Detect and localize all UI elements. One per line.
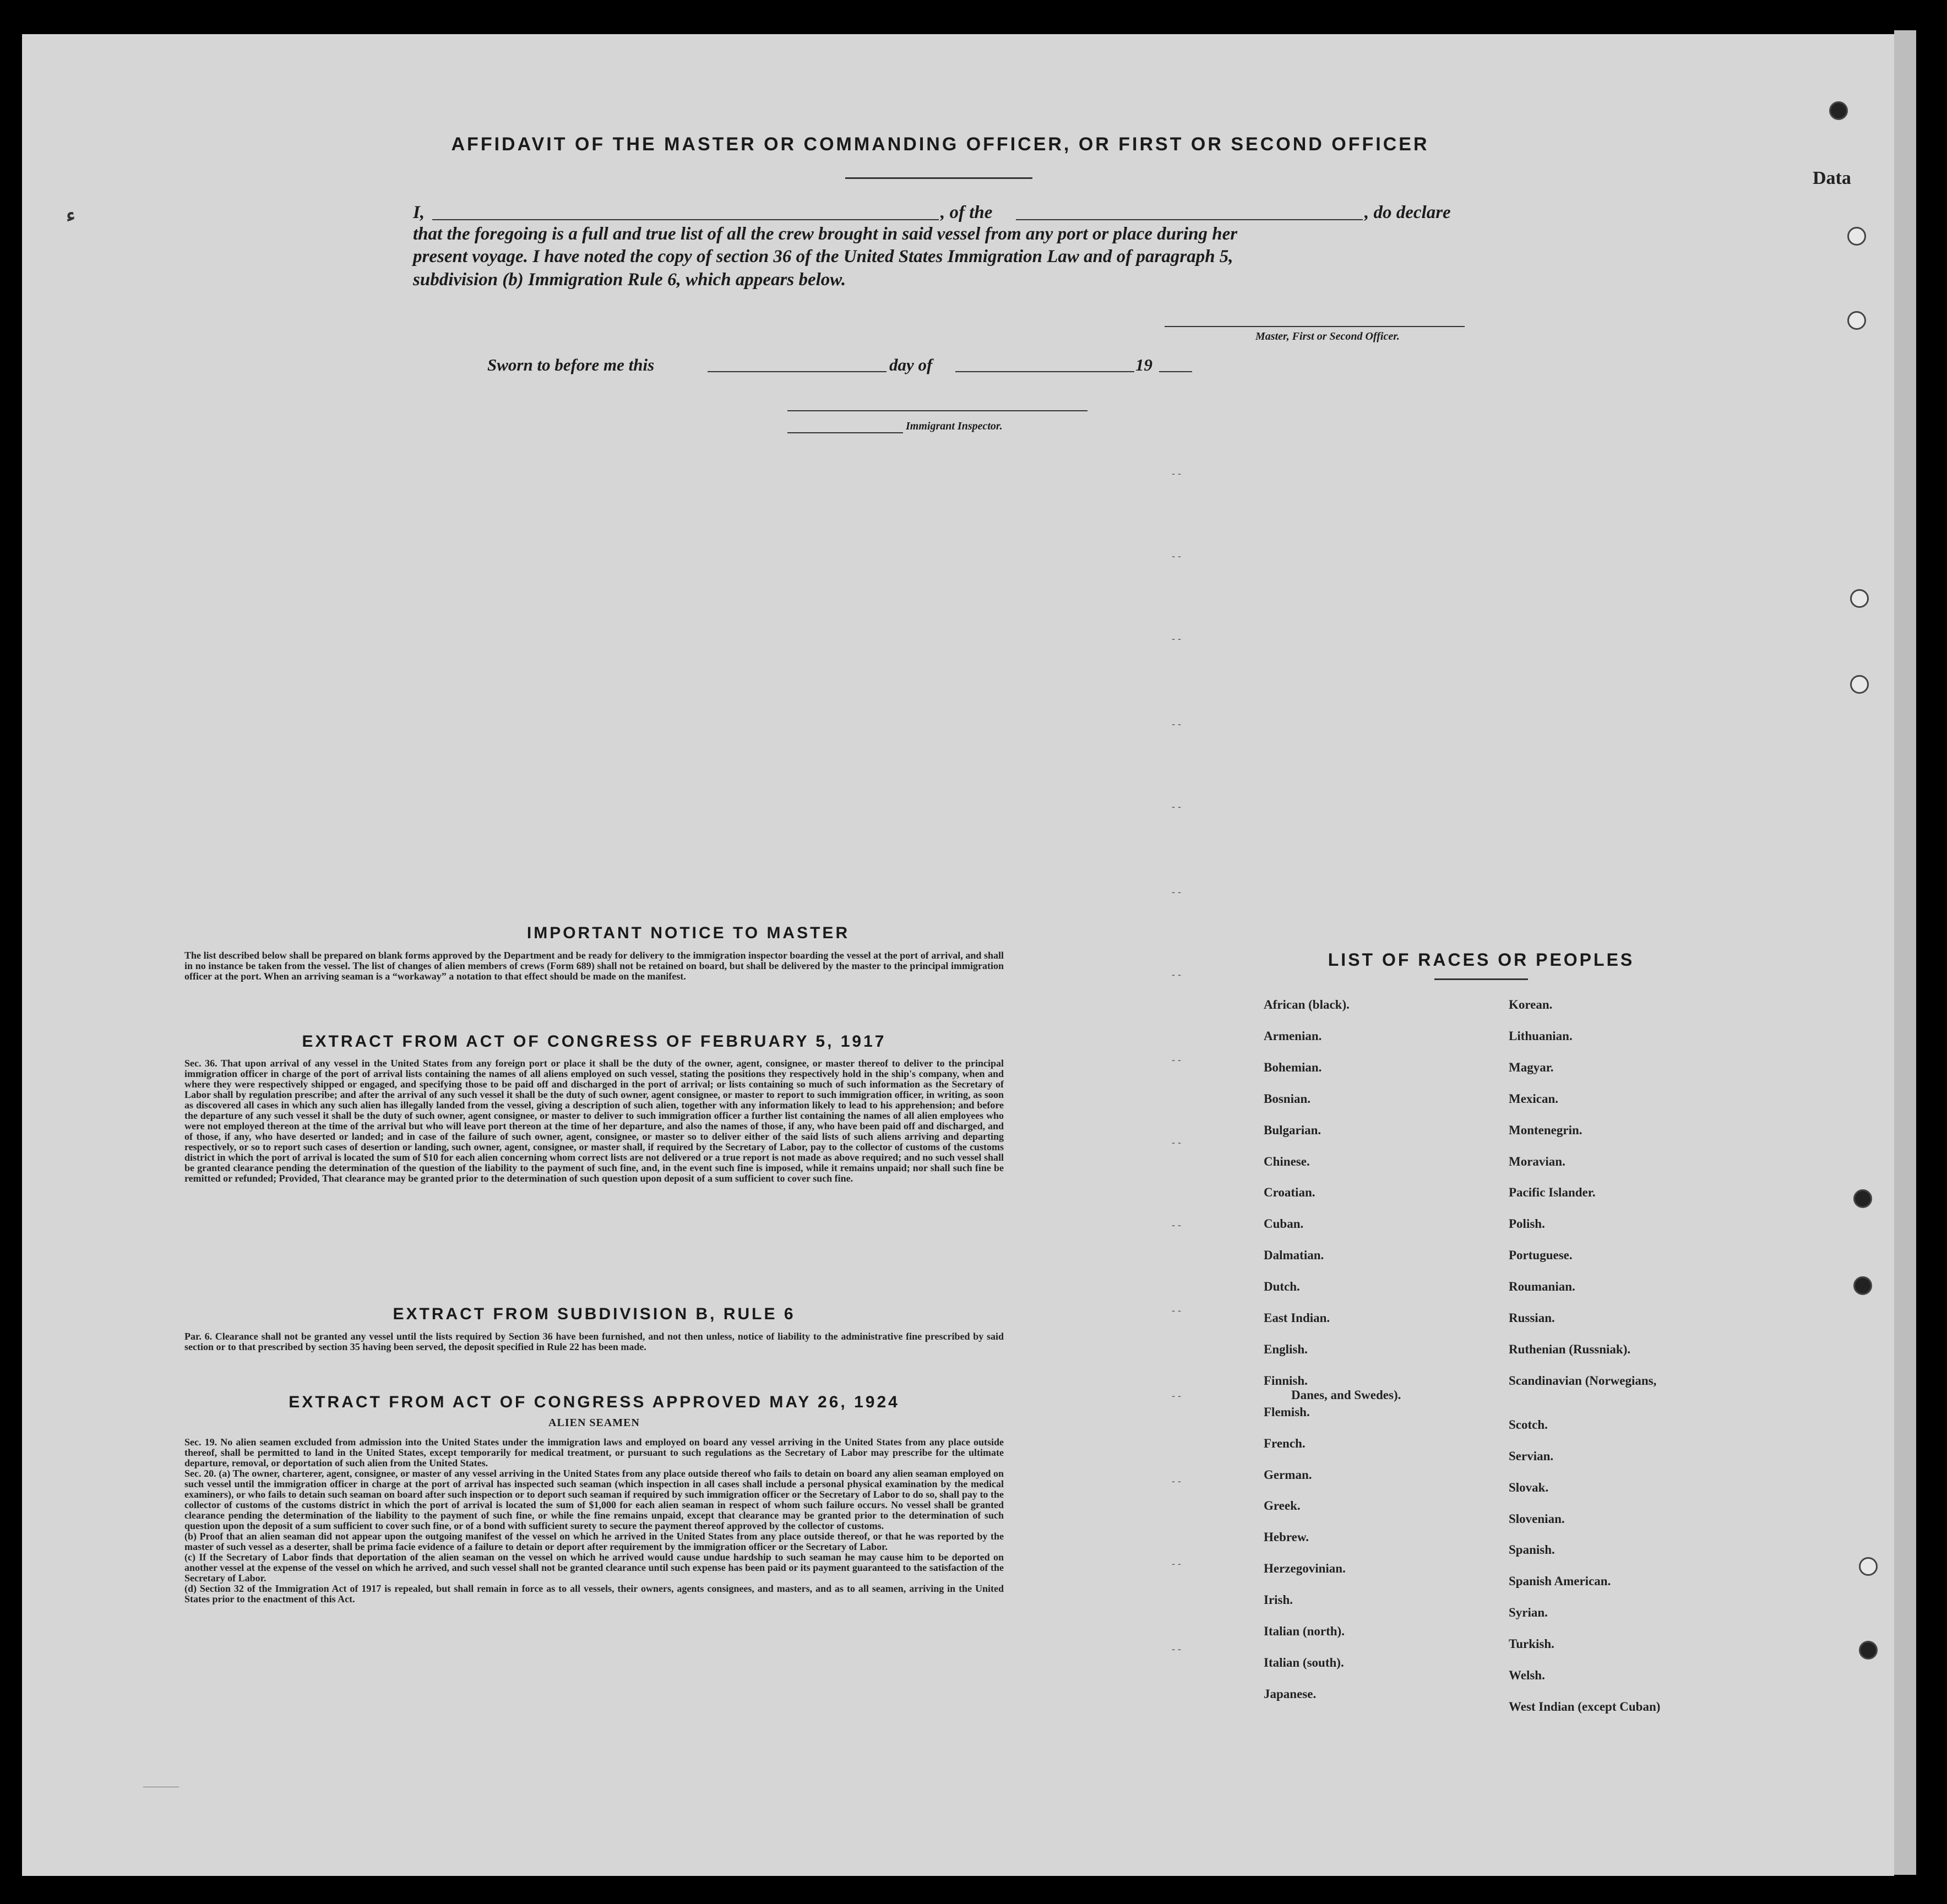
race-item: Greek. xyxy=(1264,1499,1301,1513)
race-item: Syrian. xyxy=(1509,1606,1548,1620)
extract-1924-title: EXTRACT FROM ACT OF CONGRESS APPROVED MAY 26, 1924 xyxy=(289,1393,900,1411)
race-item: Russian. xyxy=(1509,1311,1555,1325)
race-item: Ruthenian (Russniak). xyxy=(1509,1342,1631,1356)
binder-hole xyxy=(1853,1276,1872,1295)
race-item: Polish. xyxy=(1509,1217,1545,1231)
sec20d-text: (d) Section 32 of the Immigration Act of 1917 is repealed, but shall remain in force as to all vessels, their owners, agents consignees, and masters, and as to all seamen, arriving in the United States prior to the enactment of this Act. xyxy=(184,1583,1004,1604)
race-item: West Indian (except Cuban) xyxy=(1509,1699,1661,1713)
sec20b-text: (b) Proof that an alien seaman did not appear upon the outgoing manifest of the vessel on which he arrived in the United States from any place outside thereof, or that he was reported by the master of such vessel as a deserter, shall be prima facie evidence of a failure to detain or deport after requirement by the immigration officer or the Secretary of Labor. xyxy=(184,1531,1004,1552)
left-margin-mark: ﺀ xyxy=(66,204,75,226)
extract-1924-body xyxy=(184,1437,1004,1604)
race-item: Cuban. xyxy=(1264,1217,1304,1231)
sec19-text: Sec. 19. No alien seamen excluded from admission into the United States under the immigration laws and employed on board any vessel arriving in the United States from any place outside thereof, shall be permitted to land in the United States, except temporarily for medical treatment, or pursuant to such regulations as the Secretary of Labor may prescribe for the ultimate departure, removal, or deportation of such alien from the United States. xyxy=(184,1437,1004,1468)
race-item: Lithuanian. xyxy=(1509,1029,1573,1043)
affidavit-do-declare: , do declare xyxy=(1364,203,1451,222)
race-item: Spanish. xyxy=(1509,1543,1555,1557)
notice-body: The list described below shall be prepared on blank forms approved by the Department and be ready for delivery to the immigration inspector boarding the vessel at the port of arrival, and shall in no instance be taken from the vessel. The list of changes of alien members of crews (Form 689) shall not be retained on board, but shall be delivered by the master to the principal immigration officer at the port. When an arriving seaman is a “workaway” a notation to that effect should be made on the manifest. xyxy=(184,950,1004,982)
title-rule xyxy=(845,177,1032,179)
race-item: Turkish. xyxy=(1509,1637,1554,1651)
binder-hole xyxy=(1859,1557,1878,1576)
race-item: Korean. xyxy=(1509,998,1553,1011)
race-item: Italian (north). xyxy=(1264,1624,1345,1638)
race-item: Armenian. xyxy=(1264,1029,1322,1043)
binder-hole xyxy=(1859,1641,1878,1660)
inspector-blank-short xyxy=(787,432,903,433)
race-item: Mexican. xyxy=(1509,1091,1559,1106)
affidavit-line-4: subdivision (b) Immigration Rule 6, which appears below. xyxy=(413,270,846,290)
race-item: English. xyxy=(1264,1342,1308,1356)
binder-hole xyxy=(1847,311,1866,330)
year-prefix: 19 xyxy=(1135,355,1152,374)
race-item: Montenegrin. xyxy=(1509,1123,1582,1137)
extract-1917-title: EXTRACT FROM ACT OF CONGRESS OF FEBRUARY 5, 1917 xyxy=(302,1032,887,1051)
race-item: Moravian. xyxy=(1509,1154,1565,1168)
year-blank xyxy=(1159,371,1192,372)
notice-title: IMPORTANT NOTICE TO MASTER xyxy=(526,924,850,942)
day-of-text: day of xyxy=(889,355,933,374)
inspector-label: Immigrant Inspector. xyxy=(906,420,1003,432)
affidavit-title: AFFIDAVIT OF THE MASTER OR COMMANDING OFFICER, OR FIRST OR SECOND OFFICER xyxy=(451,134,1429,155)
race-item: Chinese. xyxy=(1264,1154,1310,1168)
name-blank xyxy=(432,219,939,220)
binder-hole xyxy=(1853,1189,1872,1208)
month-blank xyxy=(955,371,1134,372)
master-signature-blank xyxy=(1165,326,1465,327)
tab-label: Data xyxy=(1813,168,1851,188)
race-item: Flemish. xyxy=(1264,1405,1310,1419)
binder-hole xyxy=(1829,101,1848,120)
race-item: Croatian. xyxy=(1264,1185,1315,1200)
vessel-blank xyxy=(1016,219,1363,220)
affidavit-of-the: , of the xyxy=(940,203,993,222)
race-item: Magyar. xyxy=(1509,1060,1554,1074)
race-item: Roumanian. xyxy=(1509,1280,1575,1294)
affidavit-line-3: present voyage. I have noted the copy of section 36 of the United States Immigration Law and of paragraph 5, xyxy=(413,247,1233,266)
race-item: Herzegovinian. xyxy=(1264,1562,1346,1576)
race-item: German. xyxy=(1264,1467,1312,1482)
sec20a-text: Sec. 20. (a) The owner, charterer, agent, consignee, or master of any vessel arriving in the United States from any place outside thereof who fails to detain on board any alien seaman employed on such vessel until the immigration officer in charge at the port of arrival has inspected such seaman (which inspection in all cases shall include a personal physical examination by the medical examiners), or who fails to detain such seaman on board after such inspection or to deport such seaman if required by such immigration officer or the Secretary of Labor to do so, shall pay to the collector of customs of the customs district in which the port of arrival is located the sum of $1,000 for each alien seaman in respect of whom such failure occurs. No vessel shall be granted clearance pending the determination of the liability to the payment of such fine, or while the fine remains unpaid, except that clearance may be granted prior to the determination of such question upon the deposit of a sum sufficient to cover such fine, or of a bond with sufficient surety to secure the payment thereof approved by the collector of customs. xyxy=(184,1468,1004,1531)
race-item: Bosnian. xyxy=(1264,1091,1311,1106)
race-item: Irish. xyxy=(1264,1593,1293,1607)
binder-hole xyxy=(1850,589,1869,608)
page-edge xyxy=(1894,30,1916,1875)
race-item: East Indian. xyxy=(1264,1311,1330,1325)
race-item: Welsh. xyxy=(1509,1668,1545,1682)
race-item: Italian (south). xyxy=(1264,1655,1344,1669)
race-item: Bohemian. xyxy=(1264,1060,1322,1074)
race-item: Dutch. xyxy=(1264,1280,1300,1294)
race-item: African (black). xyxy=(1264,998,1350,1011)
race-item: Portuguese. xyxy=(1509,1248,1573,1263)
race-item: Scotch. xyxy=(1509,1417,1548,1432)
race-item: Bulgarian. xyxy=(1264,1123,1321,1137)
races-title-rule xyxy=(1434,978,1528,980)
race-item: Danes, and Swedes). xyxy=(1291,1388,1401,1402)
binder-hole xyxy=(1850,675,1869,694)
extract-1924-subtitle: ALIEN SEAMEN xyxy=(548,1417,640,1429)
race-item: Servian. xyxy=(1509,1449,1554,1463)
affidavit-i: I, xyxy=(413,203,425,222)
inspector-signature-blank xyxy=(787,410,1087,411)
extract-1917-body: Sec. 36. That upon arrival of any vessel in the United States from any foreign port or place it shall be the duty of the owner, agent, consignee, or master thereof to deliver to the principal immigration officer in charge of the port of arrival lists containing the names of all aliens employed on such vessel, stating the positions they respectively hold in the ship's company, when and where they were respectively shipped or engaged, and specifying those to be paid off and discharged in the port of arrival; or lists containing so much of such information as the Secretary of Labor shall by regulation prescribe; and after the arrival of any such vessel it shall be the duty of such owner, agent consignee, or master to report to such immigration officer, in writing, as soon as discovered all cases in which any such alien has illegally landed from the vessel, giving a description of such alien, together with any information likely to lead to his apprehension; and before the departure of any such vessel it shall be the duty of such owner, agent consignee, or master to deliver to such immigration officer a further list containing the names of all alien employees who were not employed thereon at the time of the arrival but who will leave port thereon at the time of her departure, and also the names of those, if any, who have been paid off and discharged, and of those, if any, who have deserted or landed; and in case of the failure of such owner, agent, consignee, or master so to deliver either of the said lists of such aliens arriving and departing respectively, or so to report such cases of desertion or landing, such owner, agent, consignee, or master shall, if required by the Secretary of Labor, pay to the collector of customs of the customs district in which the port of arrival is located the sum of $10 for each alien concerning whom correct lists are not delivered or a true report is not made as above required; and no such vessel shall be granted clearance pending the determination of the question of the liability to the payment of such fine, and, in the event such fine is imposed, while it remains unpaid; nor shall such fine be remitted or refunded; Provided, That clearance may be granted prior to the determination of such question upon deposit of a sum sufficient to cover such fine. xyxy=(184,1058,1004,1184)
sec20c-text: (c) If the Secretary of Labor finds that deportation of the alien seaman on the vessel on which he arrived would cause undue hardship to such seaman he may cause him to be deported on another vessel at the expense of the vessel on which he arrived, and such vessel shall not be granted clearance until such expense has been paid or its payment guaranteed to the satisfaction of the Secretary of Labor. xyxy=(184,1552,1004,1584)
extract-rule6-title: EXTRACT FROM SUBDIVISION B, RULE 6 xyxy=(393,1305,796,1323)
binder-hole xyxy=(1847,227,1866,246)
affidavit-line-2: that the foregoing is a full and true list of all the crew brought in said vessel from any port or place during her xyxy=(413,224,1238,244)
master-signature-label: Master, First or Second Officer. xyxy=(1255,330,1400,342)
race-item: Spanish American. xyxy=(1509,1574,1611,1589)
race-item: Slovak. xyxy=(1509,1480,1549,1494)
extract-rule6-body: Par. 6. Clearance shall not be granted any vessel until the lists required by Section 36 have been furnished, and not then unless, notice of liability to the administrative fine prescribed by said section or to that prescribed by section 35 having been served, the deposit specified in Rule 22 has been made. xyxy=(184,1331,1004,1352)
sworn-text: Sworn to before me this xyxy=(487,355,655,374)
race-item: Scandinavian (Norwegians, xyxy=(1509,1373,1657,1388)
race-item: Pacific Islander. xyxy=(1509,1185,1596,1200)
race-item: Dalmatian. xyxy=(1264,1248,1324,1263)
race-item: Finnish. xyxy=(1264,1373,1308,1388)
race-item: Slovenian. xyxy=(1509,1511,1565,1526)
races-title: LIST OF RACES OR PEOPLES xyxy=(1328,950,1635,970)
race-item: Hebrew. xyxy=(1264,1530,1309,1544)
race-item: Japanese. xyxy=(1264,1687,1317,1701)
race-item: French. xyxy=(1264,1436,1306,1450)
day-blank xyxy=(708,371,887,372)
